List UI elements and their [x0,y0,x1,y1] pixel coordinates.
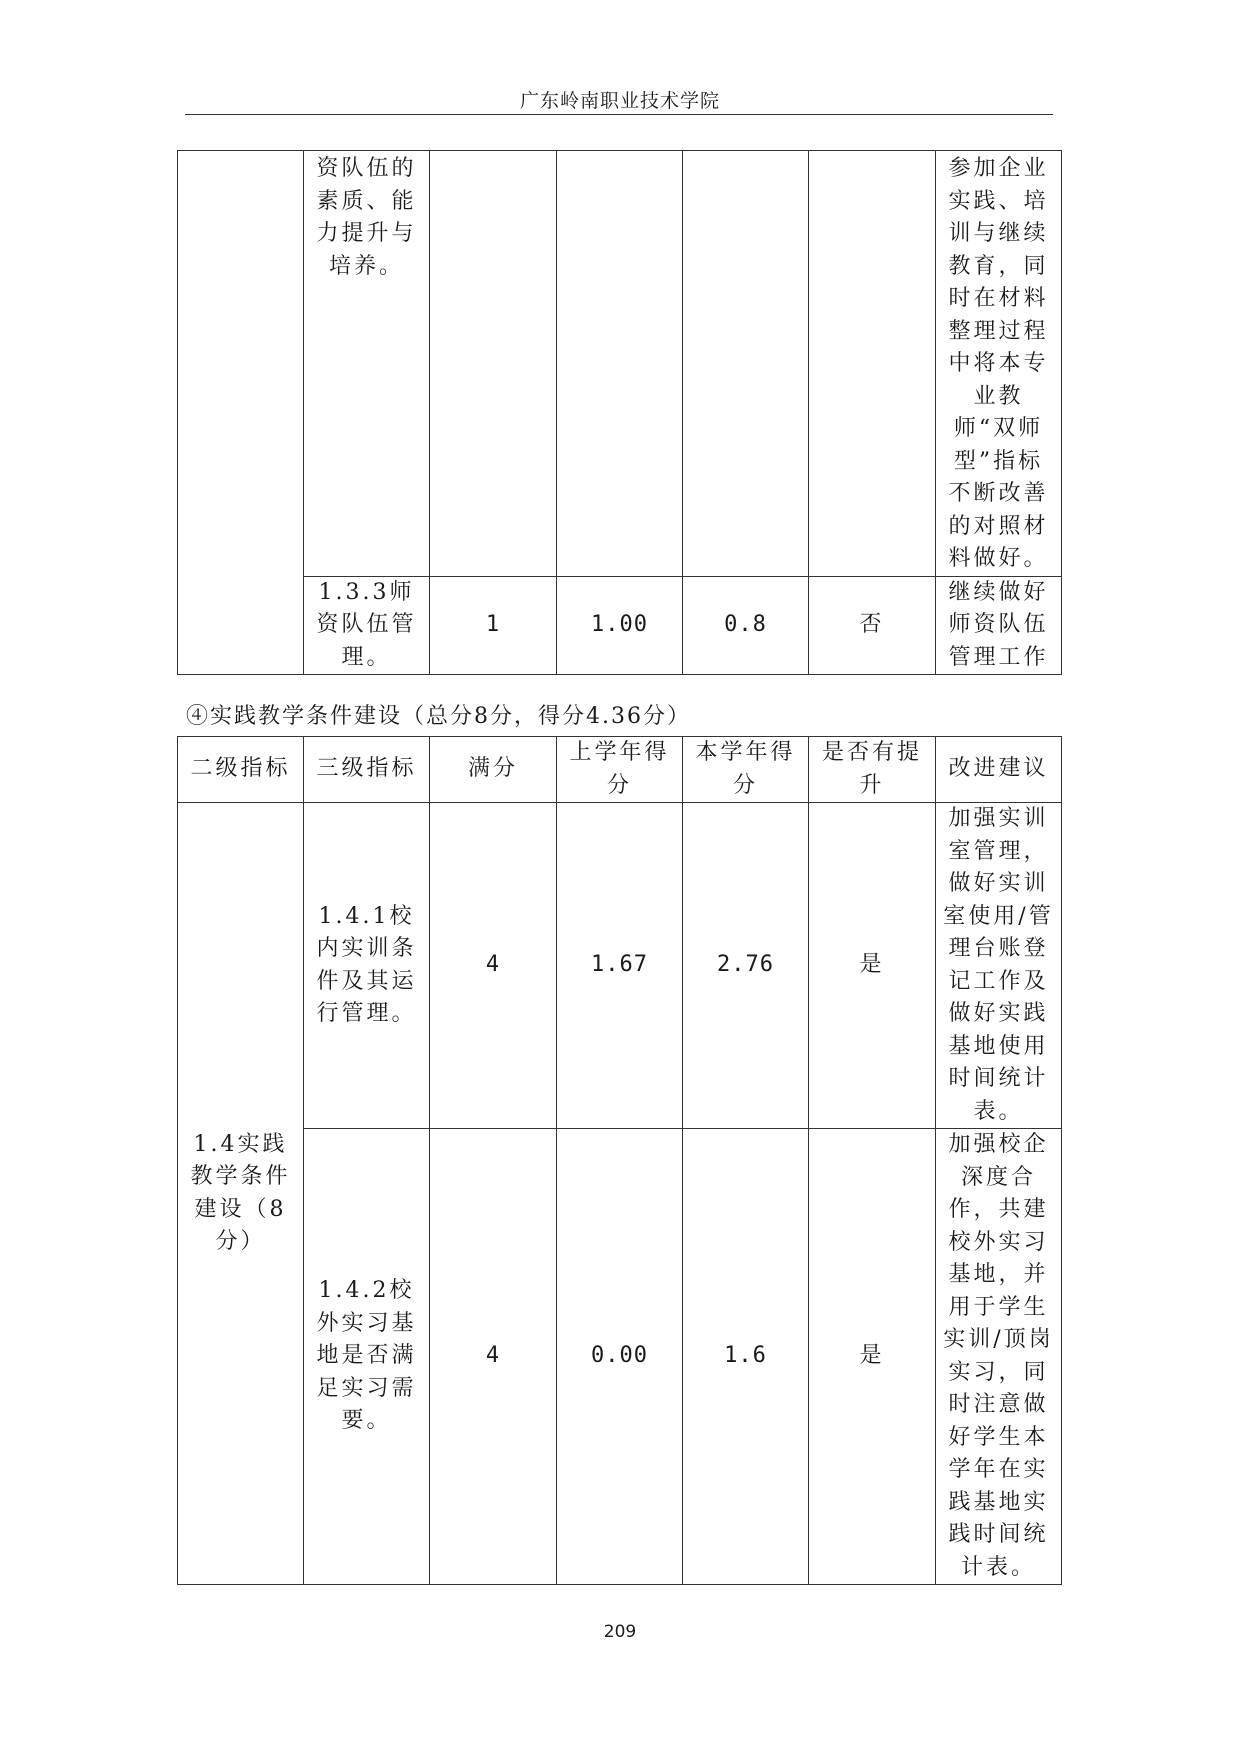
prev-score-cell: 1.00 [557,576,683,675]
header-suggestion: 改进建议 [936,737,1062,803]
prev-score-cell [557,151,683,577]
practice-conditions-table [177,736,1062,1585]
curr-score-cell: 1.6 [683,1129,809,1585]
header-level3: 三级指标 [304,737,430,803]
full-score-cell: 4 [430,1129,557,1585]
suggestion-cell: 加强校企深度合作，共建校外实习基地，并用于学生实训/顶岗实习，同时注意做好学生本学年在实践基地实践时间统计表。 [936,1129,1062,1585]
prev-score-cell: 1.67 [557,803,683,1129]
level3-cell: 1.3.3师资队伍管理。 [304,576,430,675]
full-score-cell: 4 [430,803,557,1129]
level3-cell: 资队伍的素质、能力提升与培养。 [304,151,430,577]
header-divider [185,114,1053,115]
table-row [178,576,1062,675]
improved-cell: 是 [809,1129,936,1585]
document-header: 广东岭南职业技术学院 [519,90,720,112]
level3-cell: 1.4.2校外实习基地是否满足实习需要。 [304,1129,430,1585]
improved-cell: 是 [809,803,936,1129]
level3-cell: 1.4.1校内实训条件及其运行管理。 [304,803,430,1129]
header-full-score: 满分 [430,737,557,803]
table-header-row [178,737,1062,803]
page-number: 209 [603,1622,637,1642]
level2-cell: 1.4实践教学条件建设（8分） [178,803,304,1585]
table-row [178,803,1062,1129]
header-level2: 二级指标 [178,737,304,803]
header-prev-score: 上学年得分 [557,737,683,803]
header-curr-score: 本学年得分 [683,737,809,803]
suggestion-cell: 继续做好师资队伍管理工作 [936,576,1062,675]
improved-cell: 否 [809,576,936,675]
prev-score-cell: 0.00 [557,1129,683,1585]
table-row [178,1129,1062,1585]
curr-score-cell [683,151,809,577]
suggestion-cell: 加强实训室管理，做好实训室使用/管理台账登记工作及做好实践基地使用时间统计表。 [936,803,1062,1129]
curr-score-cell: 0.8 [683,576,809,675]
table-row [178,151,1062,577]
full-score-cell [430,151,557,577]
suggestion-cell: 参加企业实践、培训与继续教育，同时在材料整理过程中将本专业教师“双师型”指标不断改善的对照材料做好。 [936,151,1062,577]
curr-score-cell: 2.76 [683,803,809,1129]
level2-cell-empty [178,151,304,675]
section-heading: ④实践教学条件建设（总分8分，得分4.36分） [186,704,691,729]
full-score-cell: 1 [430,576,557,675]
header-improved: 是否有提升 [809,737,936,803]
continued-evaluation-table [177,150,1062,675]
improved-cell [809,151,936,577]
